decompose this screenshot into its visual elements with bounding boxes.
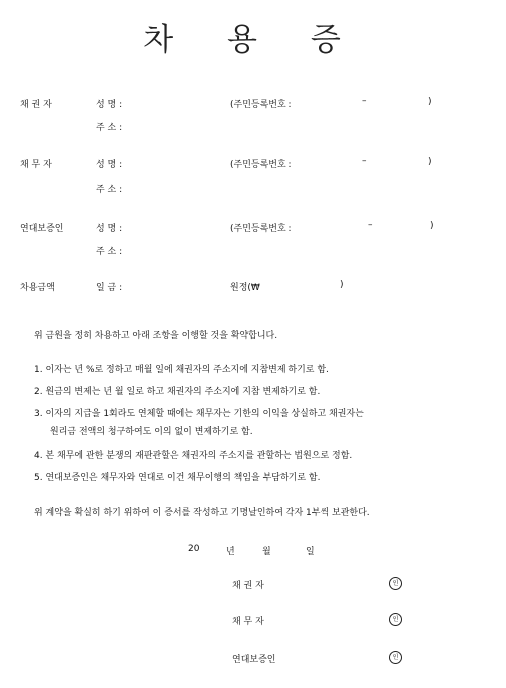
guarantor-role: 연대보증인: [20, 224, 64, 234]
guarantor-id-label: (주민등록번호 :: [230, 224, 292, 234]
signature-creditor-role: 채 권 자: [232, 581, 264, 591]
signature-guarantor-role: 연대보증인: [232, 655, 276, 665]
clause-2: 2. 원금의 변제는 년 월 일로 하고 채권자의 주소지에 지참 변제하기로 함.: [34, 387, 321, 397]
debtor-role: 채 무 자: [20, 160, 52, 170]
guarantor-address-label: 주 소 :: [96, 247, 123, 257]
date-year-prefix: 20: [188, 544, 200, 554]
amount-value-label: 일 금 :: [96, 283, 123, 293]
debtor-id-close: ): [428, 157, 432, 167]
date-day: 일: [306, 547, 315, 557]
document-title: 차 용 증: [143, 22, 363, 58]
debtor-address-label: 주 소 :: [96, 185, 123, 195]
debtor-name-label: 성 명 :: [96, 160, 123, 170]
creditor-role: 채 권 자: [20, 100, 52, 110]
clause-3-continued: 원리금 전액의 청구하여도 이의 없이 변제하기로 함.: [50, 427, 253, 437]
guarantor-id-dash: –: [368, 220, 373, 230]
clause-4: 4. 본 채무에 관한 분쟁의 재판관할은 채권자의 주소지를 관할하는 법원으로 정함.: [34, 451, 353, 461]
seal-icon: 인: [389, 651, 402, 664]
closing-text: 위 계약을 확실히 하기 위하여 이 증서를 작성하고 기명날인하여 각자 1부씩 보관한다.: [34, 508, 370, 518]
seal-icon: 인: [389, 577, 402, 590]
clause-1: 1. 이자는 년 %로 정하고 매월 일에 채권자의 주소지에 지참변제 하기로 함.: [34, 365, 329, 375]
amount-close: ): [340, 280, 344, 290]
creditor-id-dash: –: [362, 96, 367, 106]
date-year: 년: [226, 547, 235, 557]
creditor-id-close: ): [428, 97, 432, 107]
debtor-id-label: (주민등록번호 :: [230, 160, 292, 170]
guarantor-id-close: ): [430, 221, 434, 231]
creditor-id-label: (주민등록번호 :: [230, 100, 292, 110]
creditor-name-label: 성 명 :: [96, 100, 123, 110]
seal-icon: 인: [389, 613, 402, 626]
debtor-id-dash: –: [362, 156, 367, 166]
amount-currency: 원정(₩: [230, 283, 260, 293]
signature-debtor-role: 채 무 자: [232, 617, 264, 627]
creditor-address-label: 주 소 :: [96, 123, 123, 133]
guarantor-name-label: 성 명 :: [96, 224, 123, 234]
date-month: 월: [262, 547, 271, 557]
intro-text: 위 금원을 정히 차용하고 아래 조항을 이행할 것을 확약합니다.: [34, 331, 278, 341]
clause-5: 5. 연대보증인은 채무자와 연대로 이건 채무이행의 책임을 부담하기로 함.: [34, 473, 321, 483]
clause-3: 3. 이자의 지급을 1회라도 연체할 때에는 채무자는 기한의 이익을 상실하고 채권자는: [34, 409, 364, 419]
amount-label: 차용금액: [20, 283, 55, 293]
